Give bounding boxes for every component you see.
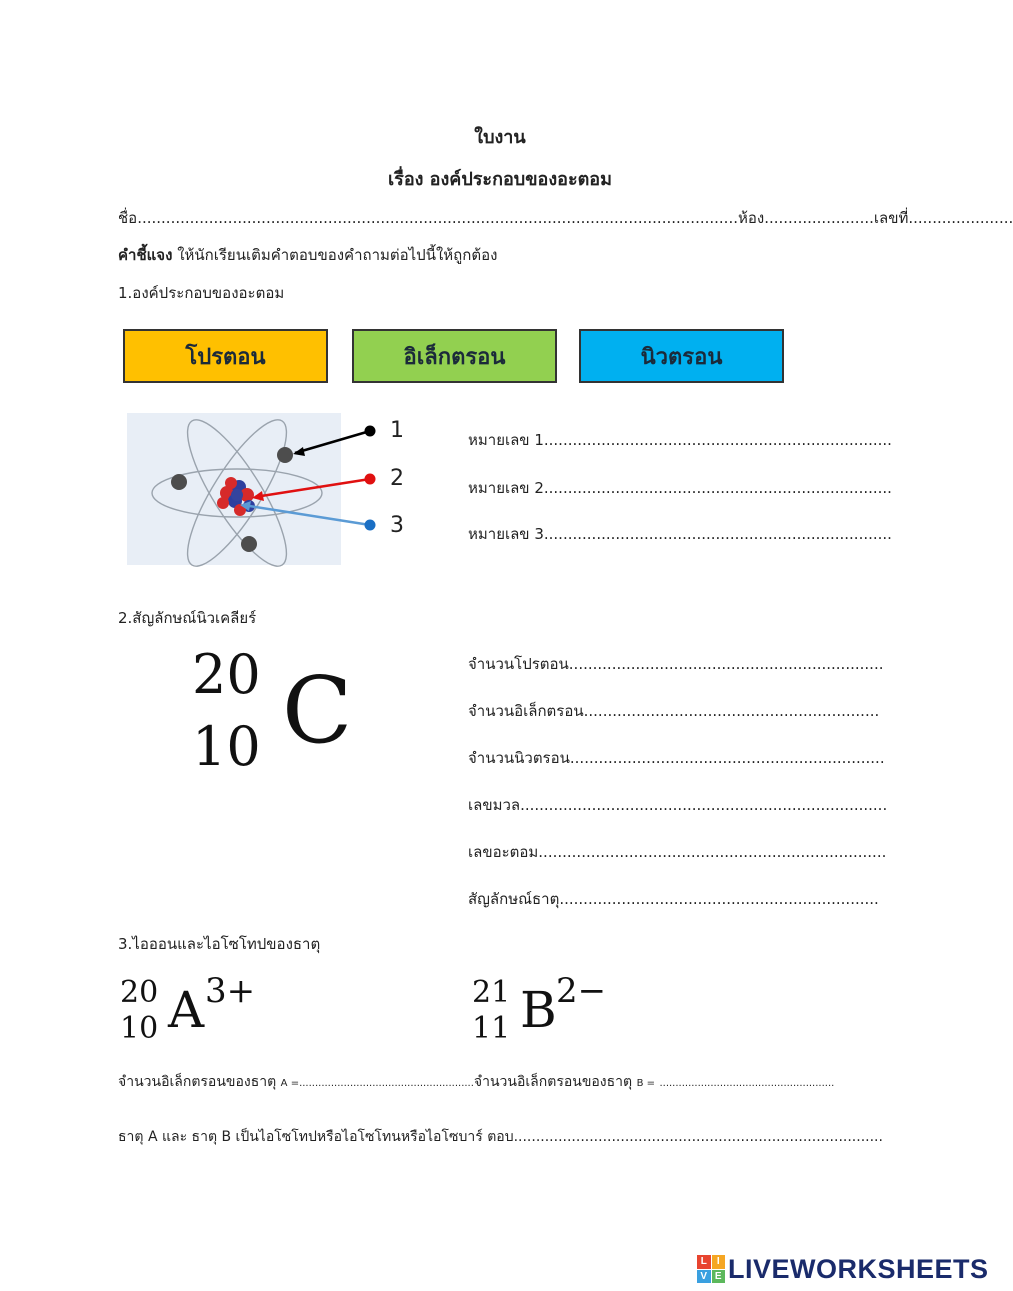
q3-electron-row [118,1071,835,1093]
option-electron-label: อิเล็กตรอน [403,344,506,370]
ion-b-mass-number: 21 [472,975,511,1010]
answer-row-2 [468,476,892,500]
room-label: ห้อง [737,209,765,227]
q2-label-neutrons: จำนวนนิวตรอน [468,749,570,767]
final-question-label: ธาตุ A และ ธาตุ B เป็นไอโซโทปหรือไอโซโทนหรือไอโซบาร์ ตอบ [118,1129,514,1145]
q2-label-element-symbol: สัญลักษณ์ธาตุ [468,890,560,908]
q2-label-electrons: จำนวนอิเล็กตรอน [468,702,584,720]
q2-row-atomic-number [468,840,887,864]
answer-field-1[interactable]: ......................................................................... [543,431,892,449]
electrons-a-suffix: A = [280,1078,300,1089]
answer-field-2[interactable]: ......................................................................... [543,479,892,497]
name-label: ชื่อ [118,209,138,227]
answer-label-1: หมายเลข 1 [468,431,544,449]
q2-label-mass-number: เลขมวล [468,796,521,814]
pointer-dot-1 [365,426,376,437]
answer-row-3 [468,522,892,546]
ion-a-charge: 3+ [205,971,256,1011]
ion-b-symbol: B [520,981,557,1039]
electrons-a-field[interactable]: ....................................................... [299,1078,474,1089]
student-info-line [118,206,1013,230]
q2-row-neutrons [468,746,885,770]
room-field[interactable]: ....................... [764,209,874,227]
option-proton-label: โปรตอน [185,344,266,370]
liveworksheets-logo-icon [697,1255,725,1283]
nuclear-atomic-number: 10 [192,715,261,778]
worksheet-subtitle: เรื่อง องค์ประกอบของอะตอม [388,169,612,190]
liveworksheets-brand[interactable]: LIVEWORKSHEETS [728,1254,989,1284]
number-field[interactable]: ...................... [908,209,1013,227]
ion-b-charge: 2− [556,971,607,1011]
logo-tile-l: L [697,1255,711,1269]
electrons-a-label: จำนวนอิเล็กตรอนของธาตุ [118,1074,277,1090]
pointer-dot-2 [365,474,376,485]
q1-heading: 1.องค์ประกอบของอะตอม [118,284,285,302]
worksheet-title: ใบงาน [474,127,526,148]
electron-2 [171,474,187,490]
q2-field-protons[interactable]: .................................................................. [568,655,884,673]
electrons-b-field[interactable]: ....................................................... [659,1078,835,1089]
q2-row-protons [468,652,884,676]
option-neutron[interactable] [579,329,784,383]
answer-label-2: หมายเลข 2 [468,479,544,497]
final-answer-field[interactable]: ................................................................................... [513,1129,883,1145]
q2-row-element-symbol [468,887,878,911]
nuclear-mass-number: 20 [192,643,261,706]
q2-field-atomic-number[interactable]: ......................................................................... [538,843,887,861]
answer-label-3: หมายเลข 3 [468,525,544,543]
pointer-number-3: 3 [390,513,404,538]
pointer-number-1: 1 [390,418,404,443]
answer-row-1 [468,428,892,452]
q2-row-mass-number [468,793,888,817]
pointer-number-2: 2 [390,466,404,491]
atom-diagram [127,413,417,565]
nuclear-element-symbol: C [282,657,353,764]
ion-b-atomic-number: 11 [472,1011,511,1046]
electron-1 [277,447,293,463]
electron-3 [241,536,257,552]
ion-a-symbol: A [168,981,205,1039]
electrons-b-suffix: B = [636,1078,656,1089]
option-proton[interactable] [123,329,328,383]
q3-final-row [118,1126,883,1148]
ion-a-mass-number: 20 [120,975,159,1010]
q2-label-protons: จำนวนโปรตอน [468,655,569,673]
q2-field-element-symbol[interactable]: ................................................................... [559,890,879,908]
logo-tile-v: V [697,1270,711,1284]
instructions-label: คำชี้แจง [118,246,173,264]
number-label: เลขที่ [873,209,909,227]
logo-tile-e: E [712,1270,726,1284]
option-neutron-label: นิวตรอน [640,344,723,370]
q3-heading: 3.ไอออนและไอโซโทปของธาตุ [118,935,321,953]
electrons-b-label: จำนวนอิเล็กตรอนของธาตุ [473,1074,633,1090]
q2-heading: 2.สัญลักษณ์นิวเคลียร์ [118,609,257,627]
instructions [118,243,497,267]
option-electron[interactable] [352,329,557,383]
q2-label-atomic-number: เลขอะตอม [468,843,539,861]
q2-row-electrons [468,699,878,723]
instructions-text: ให้นักเรียนเติมคำตอบของคำถามต่อไปนี้ให้ถูกต้อง [172,246,498,264]
logo-tile-i: I [712,1255,726,1269]
pointer-dot-3 [365,520,376,531]
q2-field-neutrons[interactable]: .................................................................. [569,749,885,767]
q2-field-electrons[interactable]: .............................................................. [583,702,880,720]
name-field[interactable]: .............................................................................................................................. [137,209,738,227]
answer-field-3[interactable]: ......................................................................... [543,525,892,543]
q2-field-mass-number[interactable]: ............................................................................. [520,796,888,814]
ion-a-atomic-number: 10 [120,1011,159,1046]
